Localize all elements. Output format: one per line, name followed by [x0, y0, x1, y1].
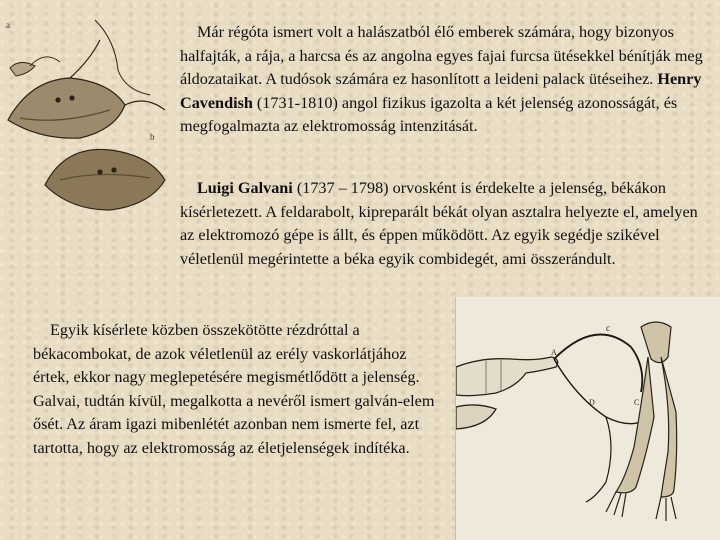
fish-label-b: b — [150, 132, 155, 142]
frog-label-c: c — [606, 323, 610, 333]
p1-intro: Már régóta ismert volt a halászatból élő emberek számára, hogy bizonyos halfajták, a rája, a harcsa és az angolna egyes fajai furcsa ütésekkel bénítják meg áldozataikat. A tudósok számára ez hasonlított a leideni palack ütéseihez. — [180, 23, 703, 89]
paragraph-galvani-experiment — [33, 319, 438, 461]
frog-label-D: D — [589, 398, 595, 407]
electric-fish-illustration — [0, 0, 175, 230]
name-cavendish: Henry Cavendish — [180, 70, 702, 112]
frog-label-A: A — [551, 348, 557, 357]
p3-text: Egyik kísérlete közben összekötötte rézdróttal a békacombokat, de azok véletlenül az erély vaskorlátjához értek, ekkor nagy meglepetésére megismétlődött a jelenség. Galvai, tudtán kívül, megalkotta a nevéről ismert galván-elem ősét. Az áram igazi mibenlétét azonban nem ismerte fel, azt tartotta, hogy az elektromosság az életjelenségek indítéka. — [33, 321, 435, 457]
paragraph-galvani — [180, 177, 712, 271]
fish-label-a: a — [6, 20, 10, 30]
frog-label-C: C — [634, 398, 640, 407]
paragraph-cavendish — [180, 21, 712, 139]
name-galvani: Luigi Galvani — [197, 179, 293, 197]
p1-rest: (1731-1810) angol fizikus igazolta a két jelenség azonosságát, és megfogalmazta az elektromosság intenzitását. — [180, 93, 678, 136]
frog-leg-experiment-illustration — [455, 297, 720, 540]
p2-rest: (1737 – 1798) orvosként is érdekelte a jelenség, békákon kísérletezett. A feldarabolt, kipreparált békát olyan asztalra helyezte el, amelyen az elektromozó gépe is állt, és éppen működött. Az egyik segédje szikével véletlenül megérintette a béka egyik combidegét, ami összerándult. — [180, 179, 698, 268]
